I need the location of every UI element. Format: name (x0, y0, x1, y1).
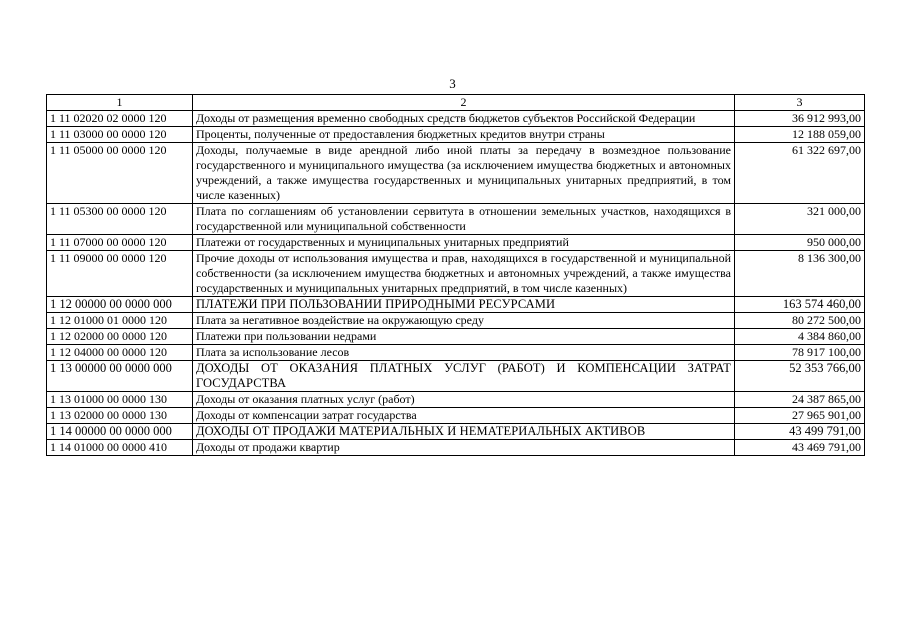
column-header-3: 3 (735, 95, 865, 111)
amount-cell: 12 188 059,00 (735, 127, 865, 143)
amount-cell: 43 469 791,00 (735, 440, 865, 456)
table-row (47, 235, 865, 251)
budget-code-cell: 1 12 00000 00 0000 000 (47, 297, 193, 313)
column-header-2: 2 (193, 95, 735, 111)
revenue-name-cell: Доходы, получаемые в виде арендной либо иной платы за передачу в возмездное пользование государственного и муниципального имущества (за исключением имущества бюджетных и автономных учреждений, а также имущества государственных и муниципальных унитарных предприятий, в том числе казенных) (193, 143, 735, 204)
table-row (47, 127, 865, 143)
budget-code-cell: 1 13 02000 00 0000 130 (47, 408, 193, 424)
table-row (47, 440, 865, 456)
table-row (47, 392, 865, 408)
table-body (47, 111, 865, 456)
revenue-name-cell: Плата по соглашениям об установлении сервитута в отношении земельных участков, находящихся в государственной или муниципальной собственности (193, 204, 735, 235)
budget-code-cell: 1 12 02000 00 0000 120 (47, 329, 193, 345)
revenue-name-cell: Доходы от оказания платных услуг (работ) (193, 392, 735, 408)
table-row (47, 313, 865, 329)
budget-code-cell: 1 11 09000 00 0000 120 (47, 251, 193, 297)
amount-cell: 52 353 766,00 (735, 361, 865, 392)
table-row (47, 111, 865, 127)
revenue-name-cell: Платежи от государственных и муниципальных унитарных предприятий (193, 235, 735, 251)
amount-cell: 24 387 865,00 (735, 392, 865, 408)
budget-code-cell: 1 12 04000 00 0000 120 (47, 345, 193, 361)
budget-code-cell: 1 11 03000 00 0000 120 (47, 127, 193, 143)
budget-code-cell: 1 13 00000 00 0000 000 (47, 361, 193, 392)
amount-cell: 61 322 697,00 (735, 143, 865, 204)
amount-cell: 43 499 791,00 (735, 424, 865, 440)
budget-revenue-table (46, 94, 865, 456)
table-section-row (47, 297, 865, 313)
revenue-name-cell: Плата за негативное воздействие на окружающую среду (193, 313, 735, 329)
revenue-name-cell: ДОХОДЫ ОТ ОКАЗАНИЯ ПЛАТНЫХ УСЛУГ (РАБОТ) И КОМПЕНСАЦИИ ЗАТРАТ ГОСУДАРСТВА (193, 361, 735, 392)
table-section-row (47, 361, 865, 392)
revenue-name-cell: Платежи при пользовании недрами (193, 329, 735, 345)
amount-cell: 163 574 460,00 (735, 297, 865, 313)
budget-code-cell: 1 11 02020 02 0000 120 (47, 111, 193, 127)
amount-cell: 4 384 860,00 (735, 329, 865, 345)
table-row (47, 204, 865, 235)
budget-code-cell: 1 11 05000 00 0000 120 (47, 143, 193, 204)
amount-cell: 36 912 993,00 (735, 111, 865, 127)
amount-cell: 8 136 300,00 (735, 251, 865, 297)
revenue-name-cell: ПЛАТЕЖИ ПРИ ПОЛЬЗОВАНИИ ПРИРОДНЫМИ РЕСУРСАМИ (193, 297, 735, 313)
table-row (47, 329, 865, 345)
budget-code-cell: 1 11 07000 00 0000 120 (47, 235, 193, 251)
revenue-name-cell: Доходы от компенсации затрат государства (193, 408, 735, 424)
revenue-name-cell: ДОХОДЫ ОТ ПРОДАЖИ МАТЕРИАЛЬНЫХ И НЕМАТЕРИАЛЬНЫХ АКТИВОВ (193, 424, 735, 440)
revenue-name-cell: Плата за использование лесов (193, 345, 735, 361)
amount-cell: 78 917 100,00 (735, 345, 865, 361)
revenue-name-cell: Прочие доходы от использования имущества и прав, находящихся в государственной и муниципальной собственности (за исключением имущества бюджетных и автономных учреждений, а также имущества государственных и муниципальных унитарных предприятий, в том числе казенных) (193, 251, 735, 297)
budget-code-cell: 1 12 01000 01 0000 120 (47, 313, 193, 329)
revenue-name-cell: Проценты, полученные от предоставления бюджетных кредитов внутри страны (193, 127, 735, 143)
table-row (47, 345, 865, 361)
amount-cell: 950 000,00 (735, 235, 865, 251)
table-header-row (47, 95, 865, 111)
budget-code-cell: 1 14 00000 00 0000 000 (47, 424, 193, 440)
revenue-name-cell: Доходы от размещения временно свободных средств бюджетов субъектов Российской Федерации (193, 111, 735, 127)
amount-cell: 321 000,00 (735, 204, 865, 235)
table-section-row (47, 424, 865, 440)
column-header-1: 1 (47, 95, 193, 111)
page-number: 3 (449, 76, 456, 91)
table-row (47, 143, 865, 204)
budget-code-cell: 1 13 01000 00 0000 130 (47, 392, 193, 408)
amount-cell: 80 272 500,00 (735, 313, 865, 329)
budget-code-cell: 1 14 01000 00 0000 410 (47, 440, 193, 456)
revenue-name-cell: Доходы от продажи квартир (193, 440, 735, 456)
budget-code-cell: 1 11 05300 00 0000 120 (47, 204, 193, 235)
table-row (47, 251, 865, 297)
amount-cell: 27 965 901,00 (735, 408, 865, 424)
table-row (47, 408, 865, 424)
